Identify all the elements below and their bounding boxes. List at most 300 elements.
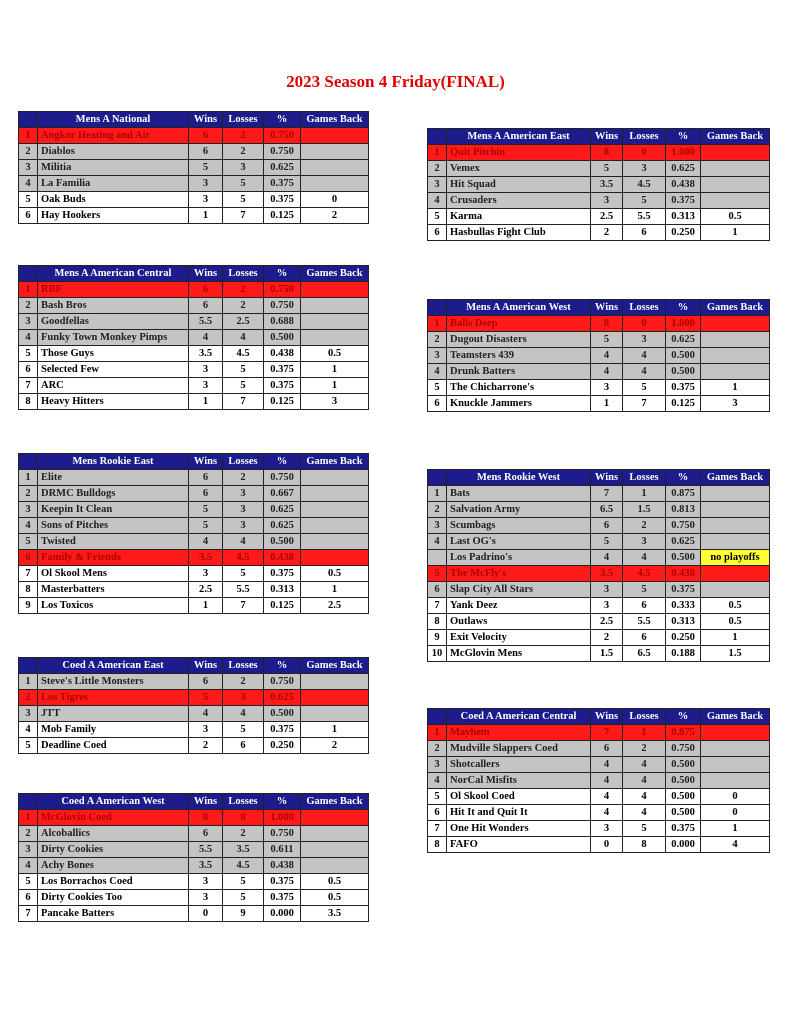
rank: 6 [19, 208, 38, 224]
win-pct: 0.688 [264, 314, 301, 330]
rank: 7 [19, 378, 38, 394]
games-back-header: Games Back [301, 794, 369, 810]
rank: 3 [19, 502, 38, 518]
losses: 2 [223, 282, 264, 298]
losses: 5 [223, 890, 264, 906]
win-pct: 0.500 [264, 330, 301, 346]
team-name: Pancake Batters [38, 906, 189, 922]
losses: 6 [623, 630, 666, 646]
rank: 6 [19, 890, 38, 906]
losses: 4 [623, 805, 666, 821]
win-pct: 0.375 [264, 874, 301, 890]
win-pct: 0.875 [666, 725, 701, 741]
standings-table-mens-a-american-east [427, 128, 770, 241]
rank: 2 [19, 486, 38, 502]
games-back: 3 [701, 396, 770, 412]
team-name: DRMC Bulldogs [38, 486, 189, 502]
win-pct: 0.438 [666, 177, 701, 193]
games-back: 1 [301, 378, 369, 394]
win-pct: 1.000 [666, 145, 701, 161]
games-back [301, 128, 369, 144]
division-name: Coed A American West [38, 794, 189, 810]
table-row [428, 630, 770, 646]
team-name: FAFO [447, 837, 591, 853]
losses: 6.5 [623, 646, 666, 662]
table-row [19, 378, 369, 394]
games-back: 0.5 [301, 874, 369, 890]
team-name: Dirty Cookies [38, 842, 189, 858]
rank: 4 [19, 176, 38, 192]
rank: 1 [428, 725, 447, 741]
rank: 2 [428, 502, 447, 518]
rank-header [19, 112, 38, 128]
team-name: Karma [447, 209, 591, 225]
games-back [701, 193, 770, 209]
team-name: Goodfellas [38, 314, 189, 330]
losses: 5 [223, 874, 264, 890]
rank: 4 [19, 330, 38, 346]
table-row [428, 225, 770, 241]
games-back: 1 [701, 225, 770, 241]
team-name: Selected Few [38, 362, 189, 378]
table-row [428, 598, 770, 614]
pct-header: % [264, 112, 301, 128]
games-back [701, 502, 770, 518]
losses: 7 [623, 396, 666, 412]
games-back: 0 [301, 192, 369, 208]
win-pct: 0.188 [666, 646, 701, 662]
losses: 3 [223, 690, 264, 706]
losses: 0 [623, 316, 666, 332]
rank-header [19, 794, 38, 810]
wins-header: Wins [189, 454, 223, 470]
games-back [701, 773, 770, 789]
wins: 6 [189, 144, 223, 160]
losses-header: Losses [623, 470, 666, 486]
rank: 5 [428, 380, 447, 396]
win-pct: 0.813 [666, 502, 701, 518]
team-name: Masterbatters [38, 582, 189, 598]
team-name: Keepin It Clean [38, 502, 189, 518]
table-header [19, 266, 369, 282]
wins-header: Wins [189, 794, 223, 810]
table-row [428, 582, 770, 598]
table-row [19, 486, 369, 502]
rank: 1 [428, 486, 447, 502]
wins: 3 [189, 378, 223, 394]
wins: 3.5 [189, 858, 223, 874]
losses: 4.5 [623, 177, 666, 193]
table-row [428, 821, 770, 837]
win-pct: 0.375 [264, 722, 301, 738]
games-back [701, 348, 770, 364]
team-name: Quit Pitchin [447, 145, 591, 161]
team-name: RBF [38, 282, 189, 298]
table-row [428, 177, 770, 193]
team-name: Last OG's [447, 534, 591, 550]
table-row [19, 890, 369, 906]
rank: 1 [428, 145, 447, 161]
wins: 2.5 [189, 582, 223, 598]
standings-table-coed-a-american-central [427, 708, 770, 853]
games-back [301, 674, 369, 690]
win-pct: 0.500 [666, 757, 701, 773]
standings-table-coed-a-american-west [18, 793, 369, 922]
team-name: Diablos [38, 144, 189, 160]
rank: 3 [428, 348, 447, 364]
games-back [301, 330, 369, 346]
team-name: Salvation Army [447, 502, 591, 518]
games-back [301, 810, 369, 826]
losses: 0 [223, 810, 264, 826]
wins: 6 [189, 298, 223, 314]
win-pct: 0.625 [666, 161, 701, 177]
wins: 6 [189, 470, 223, 486]
table-row [19, 144, 369, 160]
division-name: Coed A American Central [447, 709, 591, 725]
wins: 5.5 [189, 842, 223, 858]
rank: 1 [428, 316, 447, 332]
games-back: 0.5 [701, 614, 770, 630]
team-name: Dirty Cookies Too [38, 890, 189, 906]
win-pct: 0.875 [666, 486, 701, 502]
losses: 5.5 [623, 614, 666, 630]
rank: 2 [19, 690, 38, 706]
losses: 1.5 [623, 502, 666, 518]
games-back: 2 [301, 738, 369, 754]
win-pct: 0.313 [666, 209, 701, 225]
table-row [19, 160, 369, 176]
table-row [19, 566, 369, 582]
wins: 3 [591, 598, 623, 614]
table-row [428, 502, 770, 518]
table-row [19, 128, 369, 144]
games-back [701, 534, 770, 550]
losses: 3 [623, 161, 666, 177]
team-name: Twisted [38, 534, 189, 550]
win-pct: 0.375 [264, 192, 301, 208]
wins: 4 [591, 348, 623, 364]
table-header [19, 658, 369, 674]
losses: 5 [623, 821, 666, 837]
table-row [428, 757, 770, 773]
table-row [19, 282, 369, 298]
win-pct: 0.500 [666, 773, 701, 789]
games-back [301, 826, 369, 842]
team-name: Hay Hookers [38, 208, 189, 224]
losses: 4 [223, 534, 264, 550]
team-name: The McFly's [447, 566, 591, 582]
games-back: 0.5 [301, 346, 369, 362]
games-back: 1 [301, 722, 369, 738]
losses: 4 [623, 789, 666, 805]
team-name: Exit Velocity [447, 630, 591, 646]
table-row [428, 805, 770, 821]
team-name: Steve's Little Monsters [38, 674, 189, 690]
pct-header: % [666, 129, 701, 145]
rank: 2 [19, 826, 38, 842]
games-back [701, 316, 770, 332]
games-back: 2.5 [301, 598, 369, 614]
losses-header: Losses [623, 709, 666, 725]
team-name: Los Borrachos Coed [38, 874, 189, 890]
games-back: 0.5 [701, 209, 770, 225]
win-pct: 0.750 [666, 741, 701, 757]
rank: 5 [19, 738, 38, 754]
rank: 3 [428, 757, 447, 773]
team-name: Funky Town Monkey Pimps [38, 330, 189, 346]
no-playoffs-badge: no playoffs [701, 550, 770, 566]
losses-header: Losses [223, 658, 264, 674]
table-row [19, 346, 369, 362]
pct-header: % [264, 794, 301, 810]
games-back [301, 160, 369, 176]
losses: 4 [623, 550, 666, 566]
losses: 3 [223, 160, 264, 176]
wins: 6 [189, 486, 223, 502]
wins-header: Wins [591, 300, 623, 316]
wins: 3.5 [189, 550, 223, 566]
losses: 4.5 [223, 346, 264, 362]
table-row [428, 348, 770, 364]
wins: 6 [189, 282, 223, 298]
table-row [428, 614, 770, 630]
table-row [19, 722, 369, 738]
team-name: Scumbags [447, 518, 591, 534]
losses: 5 [223, 362, 264, 378]
games-back [301, 858, 369, 874]
rank: 9 [19, 598, 38, 614]
games-back: 3.5 [301, 906, 369, 922]
division-name: Mens Rookie West [447, 470, 591, 486]
losses: 4 [223, 330, 264, 346]
games-back [701, 741, 770, 757]
win-pct: 0.750 [666, 518, 701, 534]
losses: 5 [223, 566, 264, 582]
standings-table-mens-a-american-central [18, 265, 369, 410]
rank: 6 [428, 805, 447, 821]
wins: 6 [591, 741, 623, 757]
wins-header: Wins [189, 112, 223, 128]
losses: 2 [223, 826, 264, 842]
games-back-header: Games Back [301, 454, 369, 470]
team-name: Crusaders [447, 193, 591, 209]
wins: 8 [591, 316, 623, 332]
wins: 1.5 [591, 646, 623, 662]
team-name: Slap City All Stars [447, 582, 591, 598]
games-back [701, 518, 770, 534]
wins: 4 [189, 706, 223, 722]
table-row [428, 380, 770, 396]
table-row [19, 298, 369, 314]
team-name: Heavy Hitters [38, 394, 189, 410]
win-pct: 0.333 [666, 598, 701, 614]
team-name: ARC [38, 378, 189, 394]
pct-header: % [666, 709, 701, 725]
win-pct: 0.750 [264, 470, 301, 486]
wins: 3.5 [591, 566, 623, 582]
games-back [301, 298, 369, 314]
wins: 5 [591, 161, 623, 177]
win-pct: 0.438 [264, 550, 301, 566]
team-name: Sons of Pitches [38, 518, 189, 534]
table-row [428, 161, 770, 177]
games-back [301, 486, 369, 502]
standings-table-coed-a-american-east [18, 657, 369, 754]
table-row [19, 314, 369, 330]
table-row [428, 145, 770, 161]
table-row [19, 330, 369, 346]
win-pct: 0.313 [666, 614, 701, 630]
rank: 5 [428, 789, 447, 805]
win-pct: 0.375 [264, 890, 301, 906]
table-row [19, 502, 369, 518]
rank: 3 [19, 706, 38, 722]
games-back-header: Games Back [701, 129, 770, 145]
table-row [19, 550, 369, 566]
wins: 3 [189, 176, 223, 192]
team-name: Drunk Batters [447, 364, 591, 380]
standings-table-mens-rookie-east [18, 453, 369, 614]
wins: 3.5 [591, 177, 623, 193]
rank: 7 [428, 598, 447, 614]
pct-header: % [666, 470, 701, 486]
losses: 5 [223, 378, 264, 394]
wins: 8 [591, 145, 623, 161]
win-pct: 0.500 [666, 550, 701, 566]
wins: 4 [591, 773, 623, 789]
team-name: McGlovin Coed [38, 810, 189, 826]
team-name: McGlovin Mens [447, 646, 591, 662]
games-back-header: Games Back [301, 658, 369, 674]
losses: 2 [223, 470, 264, 486]
losses: 7 [223, 598, 264, 614]
win-pct: 0.625 [264, 502, 301, 518]
games-back [701, 364, 770, 380]
rank: 6 [428, 582, 447, 598]
rank: 5 [428, 566, 447, 582]
losses: 5.5 [623, 209, 666, 225]
win-pct: 0.375 [264, 176, 301, 192]
table-row [428, 566, 770, 582]
wins: 4 [189, 330, 223, 346]
rank: 1 [19, 810, 38, 826]
win-pct: 0.500 [666, 348, 701, 364]
win-pct: 0.250 [666, 225, 701, 241]
rank: 8 [19, 394, 38, 410]
win-pct: 0.625 [264, 160, 301, 176]
games-back-header: Games Back [301, 266, 369, 282]
rank: 8 [19, 582, 38, 598]
losses-header: Losses [223, 794, 264, 810]
table-header [428, 709, 770, 725]
table-row [428, 789, 770, 805]
wins: 3 [591, 582, 623, 598]
rank: 2 [19, 144, 38, 160]
table-row [19, 706, 369, 722]
games-back [301, 518, 369, 534]
table-row [19, 826, 369, 842]
wins: 3 [189, 192, 223, 208]
games-back [701, 486, 770, 502]
table-header [19, 794, 369, 810]
wins: 4 [591, 364, 623, 380]
page-title: 2023 Season 4 Friday(FINAL) [286, 72, 505, 91]
win-pct: 0.125 [264, 394, 301, 410]
win-pct: 0.750 [264, 674, 301, 690]
rank: 5 [19, 874, 38, 890]
games-back [301, 690, 369, 706]
losses: 2.5 [223, 314, 264, 330]
games-back: 0.5 [301, 890, 369, 906]
wins: 2 [591, 630, 623, 646]
win-pct: 0.500 [666, 364, 701, 380]
table-row [428, 534, 770, 550]
games-back [301, 144, 369, 160]
team-name: Mob Family [38, 722, 189, 738]
table-row [428, 837, 770, 853]
wins: 3 [591, 193, 623, 209]
losses: 1 [623, 486, 666, 502]
win-pct: 0.750 [264, 282, 301, 298]
win-pct: 0.667 [264, 486, 301, 502]
rank: 10 [428, 646, 447, 662]
rank: 2 [428, 741, 447, 757]
games-back-header: Games Back [701, 300, 770, 316]
rank-header [428, 470, 447, 486]
losses: 3 [623, 332, 666, 348]
pct-header: % [666, 300, 701, 316]
losses-header: Losses [223, 112, 264, 128]
team-name: Knuckle Jammers [447, 396, 591, 412]
rank-header [428, 300, 447, 316]
losses: 2 [223, 298, 264, 314]
table-row [19, 582, 369, 598]
losses: 2 [223, 128, 264, 144]
division-name: Mens A National [38, 112, 189, 128]
team-name: La Familia [38, 176, 189, 192]
wins: 3 [189, 566, 223, 582]
win-pct: 0.375 [666, 821, 701, 837]
division-name: Mens A American Central [38, 266, 189, 282]
win-pct: 0.438 [666, 566, 701, 582]
team-name: Deadline Coed [38, 738, 189, 754]
losses: 6 [623, 225, 666, 241]
losses: 4 [223, 706, 264, 722]
team-name: The Chicharrone's [447, 380, 591, 396]
losses-header: Losses [623, 129, 666, 145]
rank: 7 [19, 566, 38, 582]
table-header [19, 112, 369, 128]
rank: 1 [19, 128, 38, 144]
wins: 5.5 [189, 314, 223, 330]
team-name: Mayhem [447, 725, 591, 741]
wins: 4 [189, 534, 223, 550]
wins: 1 [189, 208, 223, 224]
losses: 0 [623, 145, 666, 161]
table-row [19, 208, 369, 224]
games-back: 0.5 [301, 566, 369, 582]
team-name: JTT [38, 706, 189, 722]
games-back [701, 582, 770, 598]
team-name: Elite [38, 470, 189, 486]
rank: 5 [428, 209, 447, 225]
win-pct: 0.125 [666, 396, 701, 412]
win-pct: 0.500 [666, 789, 701, 805]
win-pct: 0.000 [666, 837, 701, 853]
rank: 2 [19, 298, 38, 314]
team-name: Dugout Disasters [447, 332, 591, 348]
